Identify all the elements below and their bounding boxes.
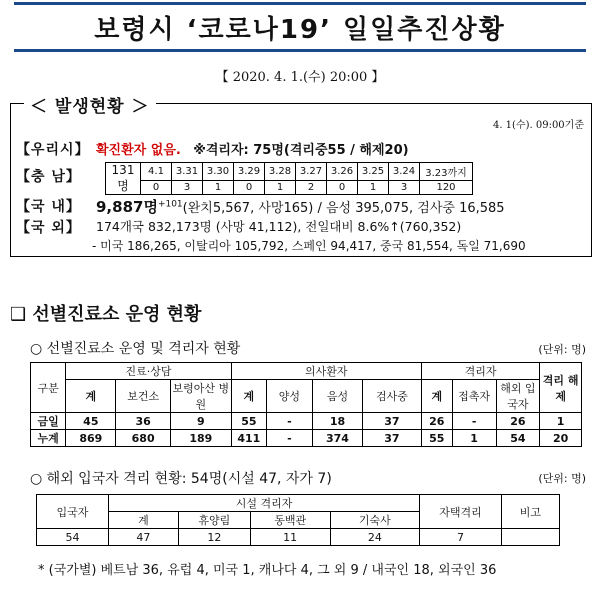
chungnam-count: 1 xyxy=(203,181,234,195)
domestic-status xyxy=(96,196,505,217)
hdr-gyeokri-haeje: 격리 해제 xyxy=(540,363,582,413)
table-cell: 12 xyxy=(178,529,250,546)
chungnam-count: 1 xyxy=(265,181,296,195)
row-today-label: 금일 xyxy=(31,413,66,430)
hdr-gye: 계 xyxy=(231,380,266,413)
clinic-subtitle: ○ 선별진료소 운영 및 격리자 현황 xyxy=(30,341,241,357)
hdr-geomsajung: 검사중 xyxy=(363,380,422,413)
chungnam-date: 3.27 xyxy=(296,163,327,181)
table-cell: 37 xyxy=(363,430,422,447)
report-date xyxy=(0,66,600,85)
chungnam-date: 3.29 xyxy=(234,163,265,181)
chungnam-daily-table xyxy=(105,162,473,195)
hdr-gyeokri: 격리자 xyxy=(421,363,539,380)
chungnam-date: 3.30 xyxy=(203,163,234,181)
hdr-bigo: 비고 xyxy=(501,495,559,529)
page-title-text: 보령시 ‘코로나19’ 일일추진상황 xyxy=(94,14,506,45)
hdr-jinryo: 진료·상담 xyxy=(66,363,232,380)
chungnam-date: 4.1 xyxy=(141,163,172,181)
hdr-jeopchokja: 접촉자 xyxy=(452,380,496,413)
hdr-entrant: 입국자 xyxy=(37,495,109,529)
chungnam-count: 3 xyxy=(389,181,420,195)
chungnam-count: 0 xyxy=(141,181,172,195)
table-cell: - xyxy=(452,413,496,430)
chungnam-count: 120 xyxy=(420,181,473,195)
chungnam-date: 3.25 xyxy=(358,163,389,181)
label-chungnam: 【충 남】 xyxy=(16,169,81,185)
table-cell: 7 xyxy=(420,529,502,546)
table-cell: 18 xyxy=(312,413,362,430)
domestic-detail: (완치5,567, 사망165) / 음성 395,075, 검사중 16,585 xyxy=(182,201,505,216)
chungnam-count: 3 xyxy=(172,181,203,195)
entrants-subtitle: ○ 해외 입국자 격리 현황: 54명(시설 47, 자가 7) xyxy=(30,471,332,487)
page-title xyxy=(14,2,586,52)
entrants-unit: (단위: 명) xyxy=(538,472,586,485)
chungnam-date: 3.31 xyxy=(172,163,203,181)
table-cell: 411 xyxy=(231,430,266,447)
table-cell: 36 xyxy=(116,413,170,430)
table-cell: 45 xyxy=(66,413,116,430)
overseas-summary: 174개국 832,173명 (사망 41,112), 전일대비 8.6%↑(760,352) xyxy=(96,219,462,234)
table-cell: 680 xyxy=(116,430,170,447)
table-cell: 1 xyxy=(452,430,496,447)
chungnam-count: 0 xyxy=(234,181,265,195)
table-cell: 189 xyxy=(170,430,231,447)
hdr-gye: 계 xyxy=(421,380,452,413)
hdr-jataek: 자택격리 xyxy=(420,495,502,529)
hdr-gubun: 구분 xyxy=(31,363,66,413)
table-cell: - xyxy=(266,430,312,447)
domestic-total: 9,887명 xyxy=(96,198,158,216)
hdr-bogeonso: 보건소 xyxy=(116,380,170,413)
label-our-city: 【우리시】 xyxy=(16,142,90,158)
hdr-facility: 시설 격리자 xyxy=(108,495,419,512)
quarantine-summary: ※격리자: 75명(격리중55 / 해제20) xyxy=(193,143,409,158)
our-city-status xyxy=(96,139,409,158)
table-cell: 55 xyxy=(231,413,266,430)
domestic-increase: +101 xyxy=(157,199,183,210)
chungnam-count: 1 xyxy=(358,181,389,195)
chungnam-date: 3.28 xyxy=(265,163,296,181)
label-domestic: 【국 내】 xyxy=(16,199,81,215)
table-cell xyxy=(501,529,559,546)
hdr-dongbaekgwan: 동백관 xyxy=(250,512,330,529)
table-cell: - xyxy=(266,413,312,430)
overseas-by-country: - 미국 186,265, 이탈리아 105,792, 스페인 94,417, 중국 81,554, 독일 71,690 xyxy=(92,239,526,253)
hdr-uisa: 의사환자 xyxy=(231,363,421,380)
table-cell: 9 xyxy=(170,413,231,430)
chungnam-date: 3.23까지 xyxy=(420,163,473,181)
table-cell: 26 xyxy=(421,413,452,430)
hdr-hyuyangrim: 휴양림 xyxy=(178,512,250,529)
hdr-gye: 계 xyxy=(66,380,116,413)
table-cell: 55 xyxy=(421,430,452,447)
table-cell: 37 xyxy=(363,413,422,430)
chungnam-total: 131명 xyxy=(106,163,141,195)
occurrence-basis-time: 4. 1(수). 09:00기준 xyxy=(492,120,584,131)
table-cell: 26 xyxy=(496,413,540,430)
table-cell: 869 xyxy=(66,430,116,447)
table-cell: 11 xyxy=(250,529,330,546)
hdr-gisuksa: 기숙사 xyxy=(330,512,420,529)
chungnam-count: 2 xyxy=(296,181,327,195)
report-date-text: 【 2020. 4. 1.(수) 20:00 】 xyxy=(215,70,385,85)
hdr-haeoe: 해외 입국자 xyxy=(496,380,540,413)
entrants-table xyxy=(36,494,560,546)
clinic-table xyxy=(30,362,582,447)
hdr-yangseong: 양성 xyxy=(266,380,312,413)
clinic-section-title: ❑ 선별진료소 운영 현황 xyxy=(10,304,202,325)
table-cell: 54 xyxy=(496,430,540,447)
chungnam-date: 3.26 xyxy=(327,163,358,181)
country-footnote: * (국가별) 베트남 36, 유럽 4, 미국 1, 캐나다 4, 그 외 9 / 내국인 18, 외국인 36 xyxy=(38,563,497,578)
table-cell: 1 xyxy=(540,413,582,430)
table-cell: 20 xyxy=(540,430,582,447)
table-cell: 374 xyxy=(312,430,362,447)
clinic-unit: (단위: 명) xyxy=(538,343,586,356)
row-cumulative-label: 누계 xyxy=(31,430,66,447)
hdr-eumseong: 음성 xyxy=(312,380,362,413)
chungnam-date: 3.24 xyxy=(389,163,420,181)
table-cell: 24 xyxy=(330,529,420,546)
occurrence-heading: ＜ 발생현황 ＞ xyxy=(24,92,156,117)
hdr-facility-gye: 계 xyxy=(108,512,178,529)
table-cell: 54 xyxy=(37,529,109,546)
no-confirmed-text: 확진환자 없음. xyxy=(96,143,181,158)
label-overseas: 【국 외】 xyxy=(16,220,81,236)
hdr-boryeong: 보령아산 병원 xyxy=(170,380,231,413)
table-cell: 47 xyxy=(108,529,178,546)
chungnam-count: 0 xyxy=(327,181,358,195)
